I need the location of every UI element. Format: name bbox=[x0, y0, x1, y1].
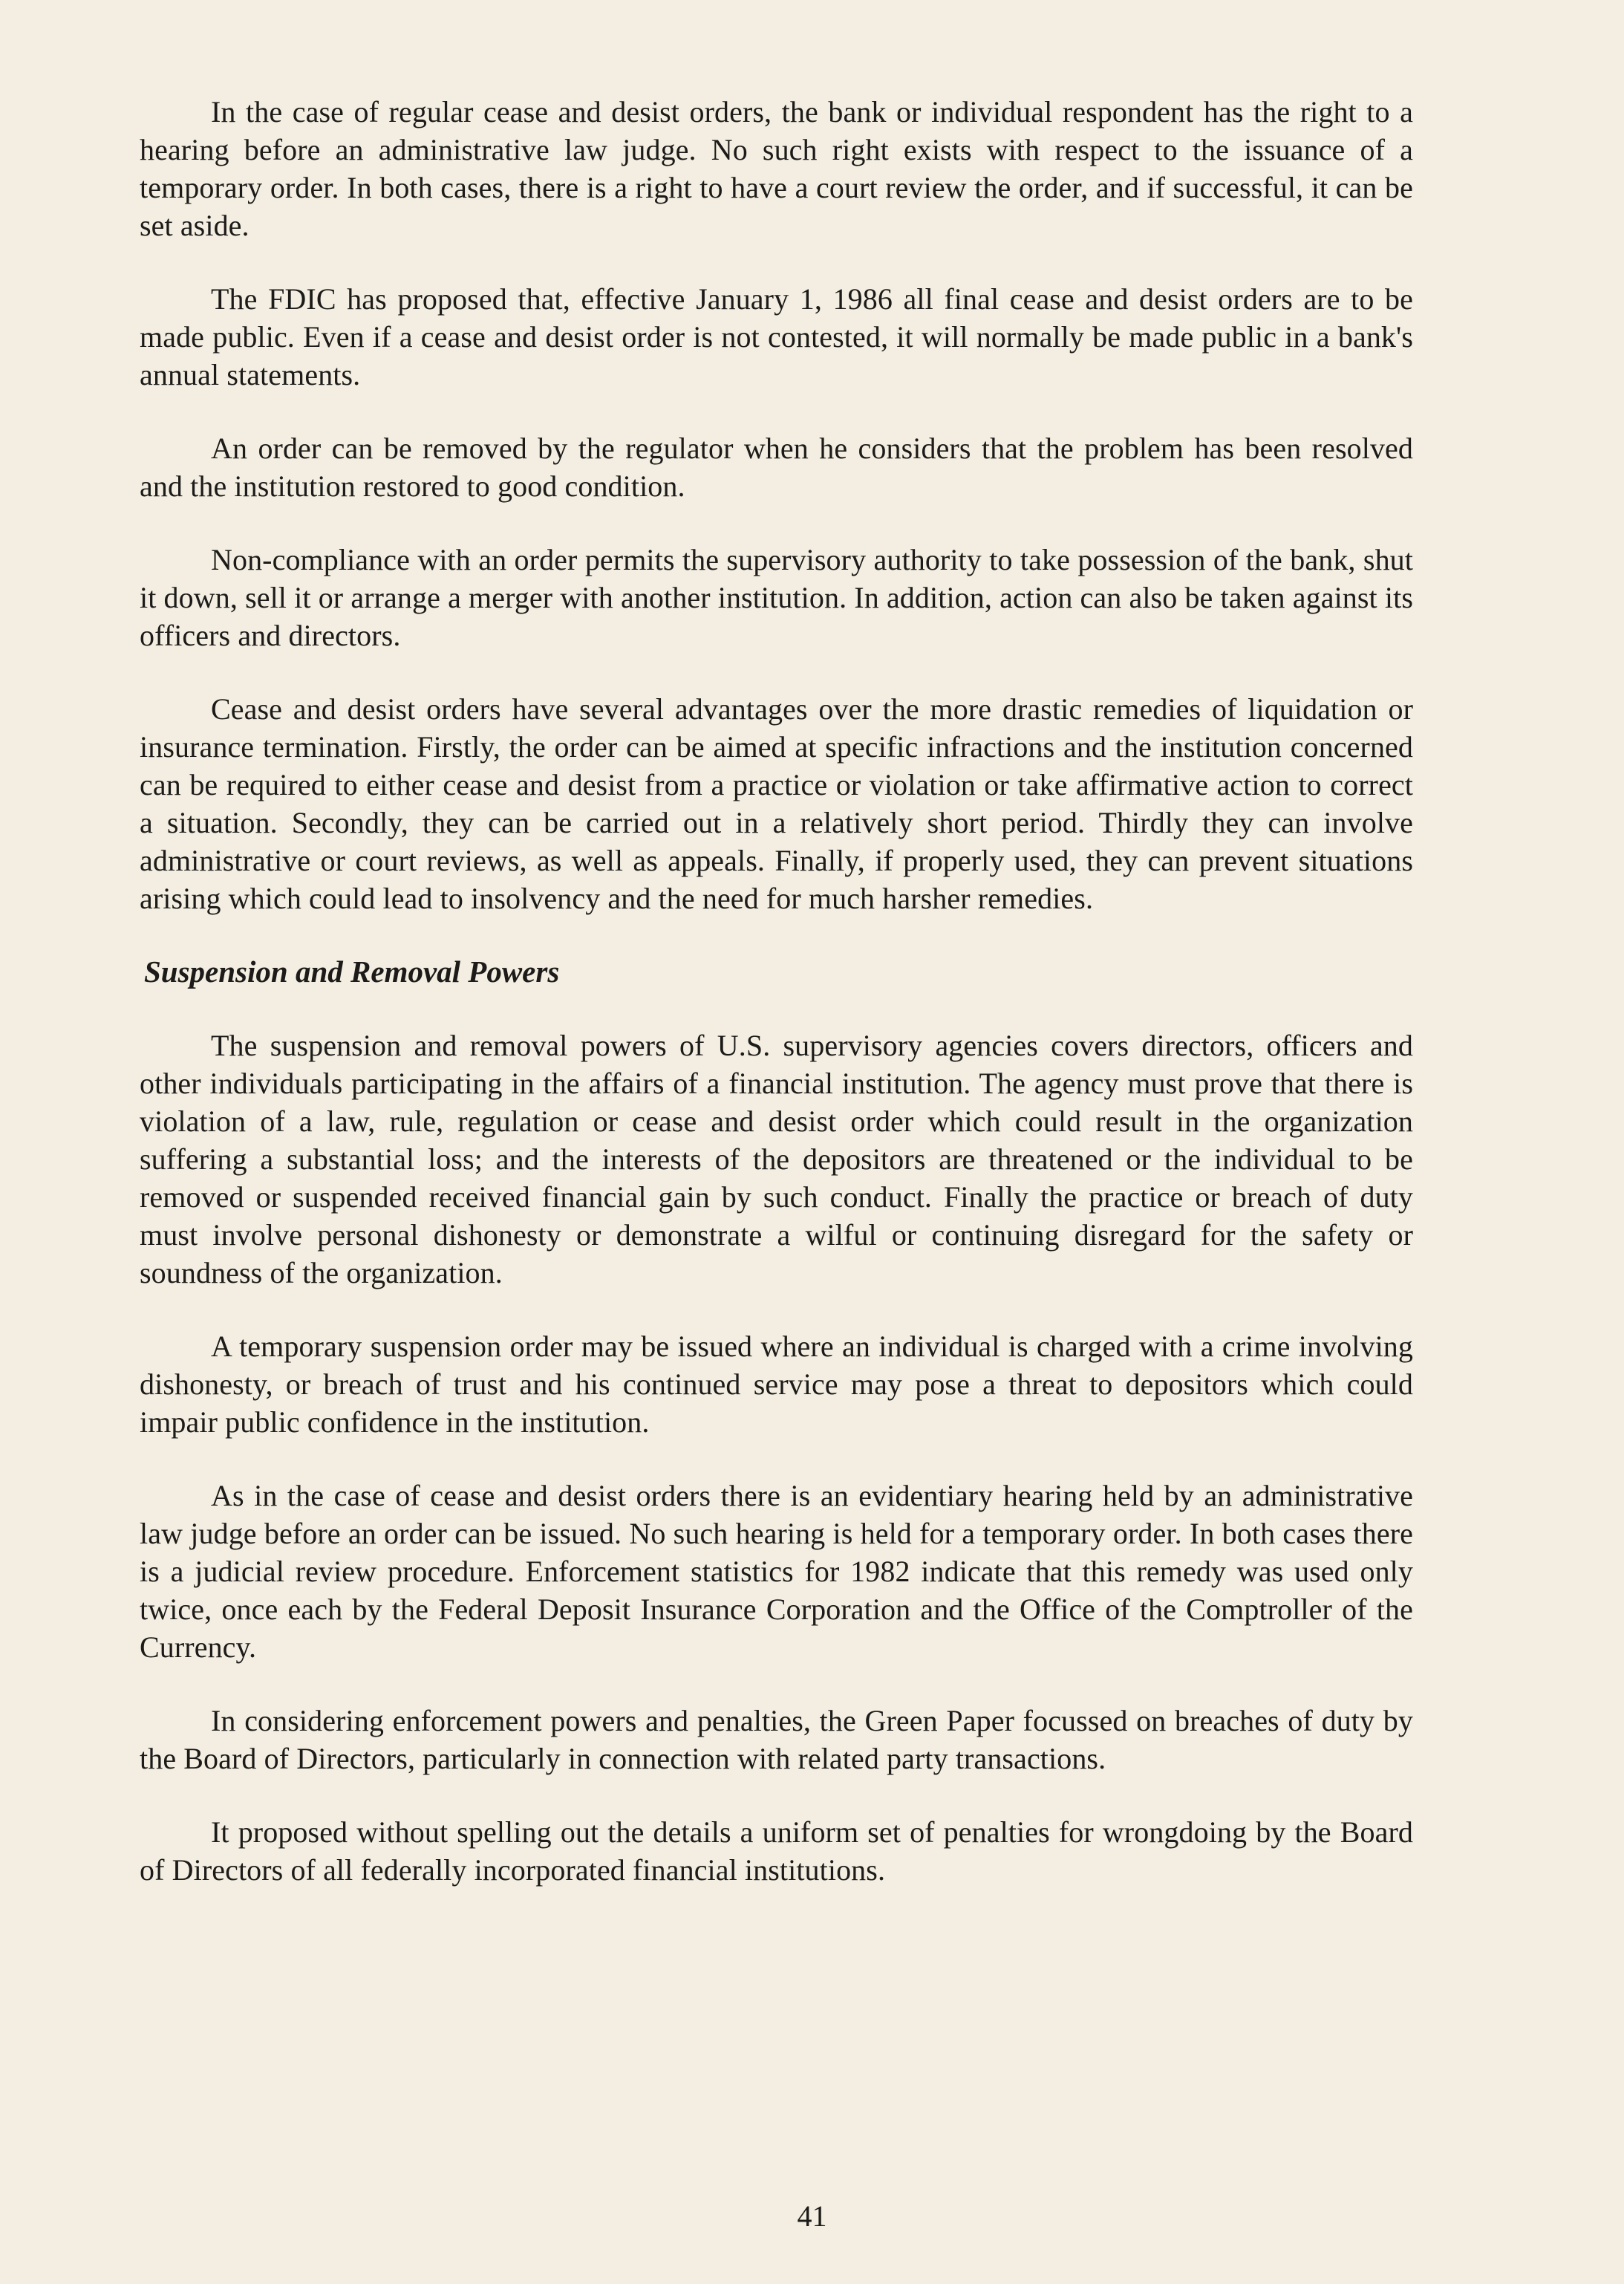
paragraph-uniform-penalties: It proposed without spelling out the details a uniform set of penalties for wrongdoing by the Board of Directors of all federally incorporated financial institutions. bbox=[140, 1815, 1413, 1887]
paragraph-respondent-hearing-rights: In the case of regular cease and desist orders, the bank or individual respondent has the right to a hearing before an administrative law judge. No such right exists with respect to the issuance of a temporary order. In both cases, there is a right to have a court review the order, and if successful, it can be set aside. bbox=[140, 95, 1413, 242]
page-content bbox=[140, 93, 1413, 1925]
paragraph-advantages: Cease and desist orders have several advantages over the more drastic remedies of liquidation or insurance termination. Firstly, the order can be aimed at specific infractions and the institution concerned can be required to either cease and desist from a practice or violation or take affirmative action to correct a situation. Secondly, they can be carried out in a relatively short period. Thirdly they can involve administrative or court reviews, as well as appeals. Finally, if properly used, they can prevent situations arising which could lead to insolvency and the need for much harsher remedies. bbox=[140, 692, 1413, 915]
paragraph-non-compliance: Non-compliance with an order permits the supervisory authority to take possession of the bank, shut it down, sell it or arrange a merger with another institution. In addition, action can also be taken against its officers and directors. bbox=[140, 543, 1413, 652]
paragraph-temporary-suspension: A temporary suspension order may be issued where an individual is charged with a crime involving dishonesty, or breach of trust and his continued service may pose a threat to depositors which could impair public confidence in the institution. bbox=[140, 1330, 1413, 1439]
paragraph-evidentiary-hearing: As in the case of cease and desist orders there is an evidentiary hearing held by an administrative law judge before an order can be issued. No such hearing is held for a temporary order. In both cases there is a judicial review procedure. Enforcement statistics for 1982 indicate that this remedy was used only twice, once each by the Federal Deposit Insurance Corporation and the Office of the Comptroller of the Currency. bbox=[140, 1479, 1413, 1664]
paragraph-fdic-public-orders: The FDIC has proposed that, effective January 1, 1986 all final cease and desist orders are to be made public. Even if a cease and desist order is not contested, it will normally be made public in a bank's annual statements. bbox=[140, 282, 1413, 391]
paragraph-suspension-removal-powers: The suspension and removal powers of U.S. supervisory agencies covers directors, officers and other individuals participating in the affairs of a financial institution. The agency must prove that there is violation of a law, rule, regulation or cease and desist order which could result in the organization suffering a substantial loss; and the interests of the depositors are threatened or the individual to be removed or suspended received financial gain by such conduct. Finally the practice or breach of duty must involve personal dishonesty or demonstrate a wilful or continuing disregard for the safety or soundness of the organization. bbox=[140, 1029, 1413, 1289]
section-heading: Suspension and Removal Powers bbox=[144, 954, 560, 989]
paragraph-green-paper: In considering enforcement powers and penalties, the Green Paper focussed on breaches of duty by the Board of Directors, particularly in connection with related party transactions. bbox=[140, 1704, 1413, 1775]
page-number: 41 bbox=[797, 2199, 827, 2233]
paragraph-order-removal: An order can be removed by the regulator when he considers that the problem has been resolved and the institution restored to good condition. bbox=[140, 432, 1413, 503]
